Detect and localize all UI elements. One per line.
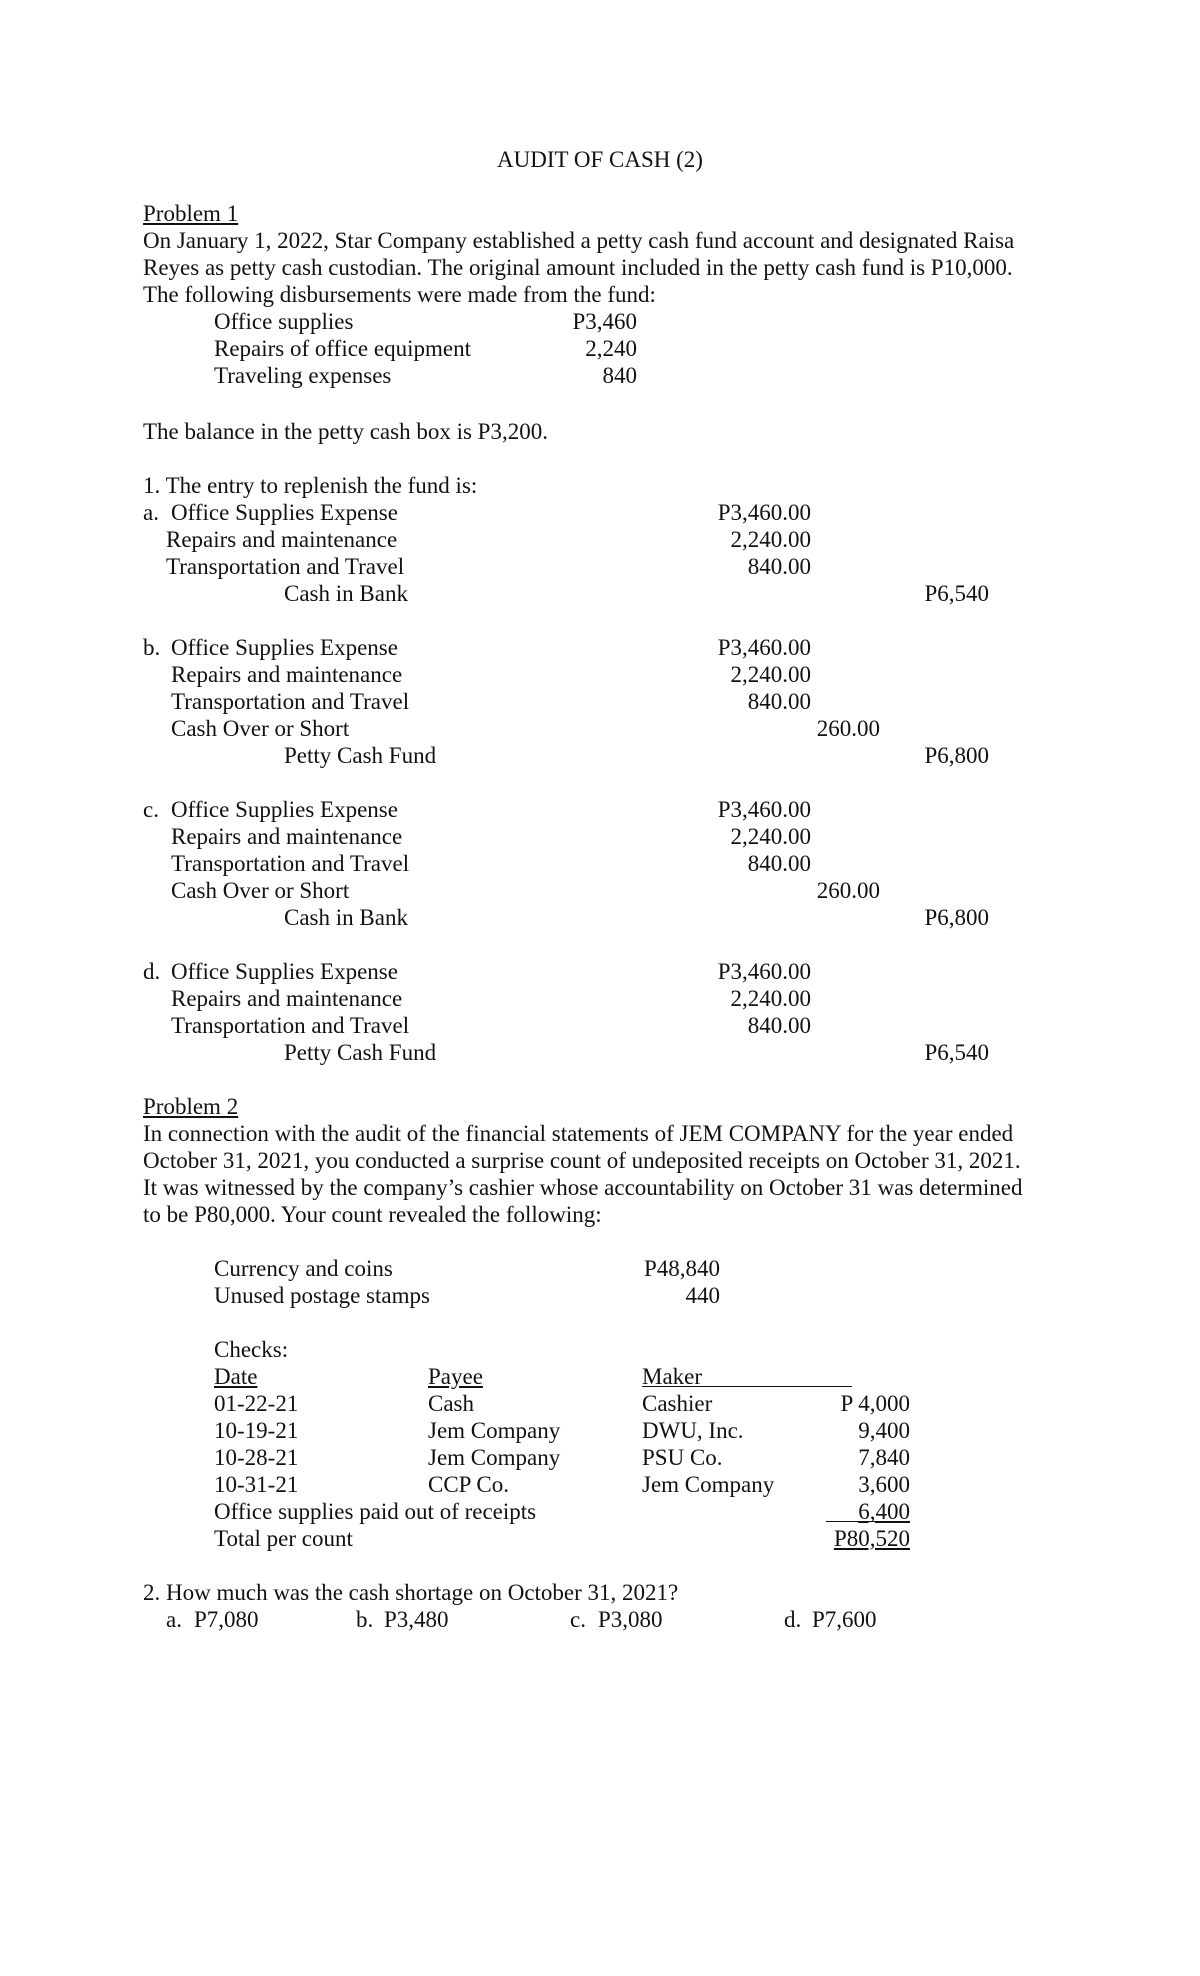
- check-amount: P 4,000: [840, 1391, 910, 1416]
- journal-credit: P6,800: [924, 905, 989, 930]
- option-letter: a.: [143, 500, 159, 525]
- disbursement-amount: P3,460: [572, 309, 637, 334]
- problem2-intro-line: In connection with the audit of the financial statements of JEM COMPANY for the year ended: [143, 1121, 1014, 1146]
- check-maker: DWU, Inc.: [642, 1418, 744, 1443]
- disbursement-amount: 2,240: [585, 336, 637, 361]
- disbursement-label: Office supplies: [214, 309, 354, 334]
- total-label: Total per count: [214, 1526, 353, 1551]
- checks-header-maker: Maker: [642, 1364, 703, 1389]
- check-payee: Jem Company: [428, 1418, 561, 1443]
- disbursement-label: Traveling expenses: [214, 363, 392, 388]
- page-title: AUDIT OF CASH (2): [497, 147, 703, 172]
- journal-debit: 2,240.00: [730, 986, 811, 1011]
- problem2-intro-line: to be P80,000. Your count revealed the following:: [143, 1202, 602, 1227]
- journal-account: Office Supplies Expense: [171, 959, 398, 984]
- journal-account: Cash Over or Short: [171, 878, 350, 903]
- journal-account: Transportation and Travel: [166, 554, 405, 579]
- journal-debit: P3,460.00: [717, 635, 811, 660]
- maker-header-underline: [642, 1386, 852, 1387]
- disbursement-amount: 840: [602, 363, 637, 388]
- checks-header-date: Date: [214, 1364, 258, 1389]
- check-payee: Jem Company: [428, 1445, 561, 1470]
- subtotal-underline: [826, 1521, 910, 1522]
- problem2-heading: Problem 2: [143, 1094, 239, 1119]
- journal-debit: 840.00: [747, 851, 811, 876]
- journal-account: Cash Over or Short: [171, 716, 350, 741]
- option-letter: d.: [143, 959, 161, 984]
- choice-value: P3,480: [384, 1607, 449, 1632]
- journal-credit: P6,540: [924, 1040, 989, 1065]
- journal-debit: P3,460.00: [717, 500, 811, 525]
- journal-account: Transportation and Travel: [171, 851, 410, 876]
- choice-value: P3,080: [598, 1607, 663, 1632]
- problem1-intro-line: On January 1, 2022, Star Company established a petty cash fund account and designated Raisa: [143, 228, 1015, 253]
- journal-account: Office Supplies Expense: [171, 635, 398, 660]
- check-amount: 7,840: [858, 1445, 910, 1470]
- choice-letter: b.: [356, 1607, 374, 1632]
- journal-account: Office Supplies Expense: [171, 797, 398, 822]
- journal-debit: 840.00: [747, 554, 811, 579]
- journal-over-short: 260.00: [816, 878, 880, 903]
- problem1-heading: Problem 1: [143, 201, 239, 226]
- office-supplies-amount: 6,400: [858, 1499, 910, 1524]
- journal-debit: 840.00: [747, 1013, 811, 1038]
- check-payee: Cash: [428, 1391, 474, 1416]
- choice-letter: a.: [166, 1607, 182, 1632]
- option-letter: b.: [143, 635, 161, 660]
- count-item-label: Currency and coins: [214, 1256, 393, 1281]
- journal-debit: 2,240.00: [730, 824, 811, 849]
- option-letter: c.: [143, 797, 159, 822]
- question-2: 2. How much was the cash shortage on October 31, 2021?: [143, 1580, 679, 1605]
- count-item-amount: P48,840: [643, 1256, 720, 1281]
- office-supplies-label: Office supplies paid out of receipts: [214, 1499, 537, 1524]
- checks-label: Checks:: [214, 1337, 289, 1362]
- petty-cash-balance-text: The balance in the petty cash box is P3,200.: [143, 419, 548, 444]
- count-item-amount: 440: [685, 1283, 720, 1308]
- journal-account: Office Supplies Expense: [171, 500, 398, 525]
- check-date: 01-22-21: [214, 1391, 299, 1416]
- total-amount: P80,520: [833, 1526, 910, 1551]
- question-1: 1. The entry to replenish the fund is:: [143, 473, 478, 498]
- choice-value: P7,600: [812, 1607, 877, 1632]
- journal-account: Cash in Bank: [284, 581, 408, 606]
- journal-account: Repairs and maintenance: [171, 986, 403, 1011]
- choice-letter: c.: [570, 1607, 586, 1632]
- choice-letter: d.: [784, 1607, 802, 1632]
- check-amount: 9,400: [858, 1418, 910, 1443]
- journal-account: Repairs and maintenance: [171, 662, 403, 687]
- check-maker: Cashier: [642, 1391, 713, 1416]
- journal-account: Petty Cash Fund: [284, 743, 437, 768]
- problem1-intro-line: Reyes as petty cash custodian. The original amount included in the petty cash fund is P10,000.: [143, 255, 1013, 280]
- journal-over-short: 260.00: [816, 716, 880, 741]
- count-item-label: Unused postage stamps: [214, 1283, 430, 1308]
- journal-account: Transportation and Travel: [171, 1013, 410, 1038]
- journal-account: Repairs and maintenance: [171, 824, 403, 849]
- check-payee: CCP Co.: [428, 1472, 509, 1497]
- journal-credit: P6,540: [924, 581, 989, 606]
- check-date: 10-28-21: [214, 1445, 299, 1470]
- journal-account: Repairs and maintenance: [166, 527, 398, 552]
- problem1-intro-line: The following disbursements were made from the fund:: [143, 282, 656, 307]
- problem2-intro-line: October 31, 2021, you conducted a surprise count of undeposited receipts on October 31, 2021.: [143, 1148, 1021, 1173]
- journal-debit: 2,240.00: [730, 662, 811, 687]
- journal-account: Transportation and Travel: [171, 689, 410, 714]
- check-date: 10-31-21: [214, 1472, 299, 1497]
- journal-account: Petty Cash Fund: [284, 1040, 437, 1065]
- check-amount: 3,600: [858, 1472, 910, 1497]
- journal-debit: P3,460.00: [717, 959, 811, 984]
- check-maker: Jem Company: [642, 1472, 775, 1497]
- journal-credit: P6,800: [924, 743, 989, 768]
- journal-debit: 840.00: [747, 689, 811, 714]
- journal-account: Cash in Bank: [284, 905, 408, 930]
- check-maker: PSU Co.: [642, 1445, 723, 1470]
- checks-header-payee: Payee: [428, 1364, 483, 1389]
- journal-debit: P3,460.00: [717, 797, 811, 822]
- problem2-intro-line: It was witnessed by the company’s cashier whose accountability on October 31 was determined: [143, 1175, 1023, 1200]
- disbursement-label: Repairs of office equipment: [214, 336, 471, 361]
- choice-value: P7,080: [194, 1607, 259, 1632]
- check-date: 10-19-21: [214, 1418, 299, 1443]
- journal-debit: 2,240.00: [730, 527, 811, 552]
